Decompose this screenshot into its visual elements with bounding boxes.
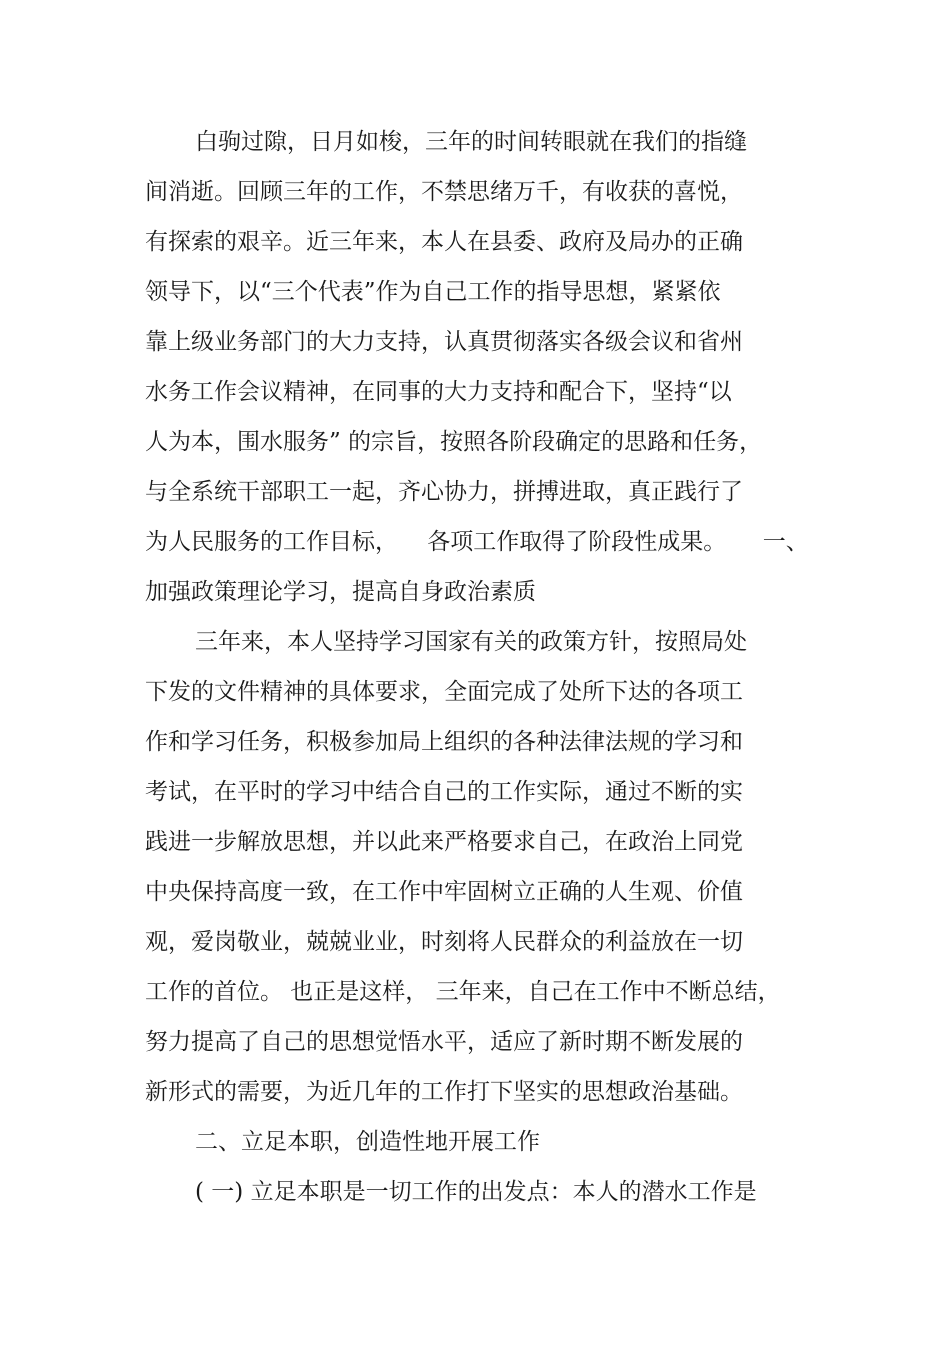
paragraph-line: 作和学习任务，积极参加局上组织的各种法律法规的学习和 (145, 729, 743, 755)
paragraph-line: 靠上级业务部门的大力支持，认真贯彻落实各级会议和省州 (145, 329, 743, 355)
paragraph-line: 有探索的艰辛。近三年来，本人在县委、政府及局办的正确 (145, 229, 743, 255)
paragraph-line: 中央保持高度一致，在工作中牢固树立正确的人生观、价值 (145, 879, 743, 905)
paragraph-line: 间消逝。回顾三年的工作，不禁思绪万千，有收获的喜悦， (145, 179, 743, 205)
paragraph-line: 考试，在平时的学习中结合自己的工作实际，通过不断的实 (145, 779, 743, 805)
paragraph-line: 白驹过隙，日月如梭，三年的时间转眼就在我们的指缝 (195, 129, 747, 155)
section-heading: 二、立足本职，创造性地开展工作 (195, 1129, 540, 1155)
paragraph-line: 新形式的需要，为近几年的工作打下坚实的思想政治基础。 (145, 1079, 743, 1105)
paragraph-line: ( 一) 立足本职是一切工作的出发点：本人的潜水工作是 (195, 1179, 757, 1205)
section-heading: 加强政策理论学习，提高自身政治素质 (145, 579, 536, 605)
paragraph-line: 践进一步解放思想，并以此来严格要求自己，在政治上同党 (145, 829, 743, 855)
paragraph-line: 下发的文件精神的具体要求，全面完成了处所下达的各项工 (145, 679, 743, 705)
paragraph-line: 努力提高了自己的思想觉悟水平，适应了新时期不断发展的 (145, 1029, 743, 1055)
paragraph-line: 人为本，围水服务” 的宗旨，按照各阶段确定的思路和任务， (145, 429, 763, 455)
paragraph-line: 三年来，本人坚持学习国家有关的政策方针，按照局处 (195, 629, 747, 655)
paragraph-line: 领导下，以“三个代表”作为自己工作的指导思想，紧紧依 (145, 279, 721, 305)
paragraph-line: 与全系统干部职工一起，齐心协力，拼搏进取，真正践行了 (145, 479, 743, 505)
paragraph-line: 观，爱岗敬业，兢兢业业，时刻将人民群众的利益放在一切 (145, 929, 743, 955)
paragraph-line: 水务工作会议精神，在同事的大力支持和配合下，坚持“以 (145, 379, 732, 405)
paragraph-line: 为人民服务的工作目标， 各项工作取得了阶段性成果。 一、 (145, 529, 809, 555)
paragraph-line: 工作的首位。 也正是这样， 三年来，自己在工作中不断总结， (145, 979, 781, 1005)
